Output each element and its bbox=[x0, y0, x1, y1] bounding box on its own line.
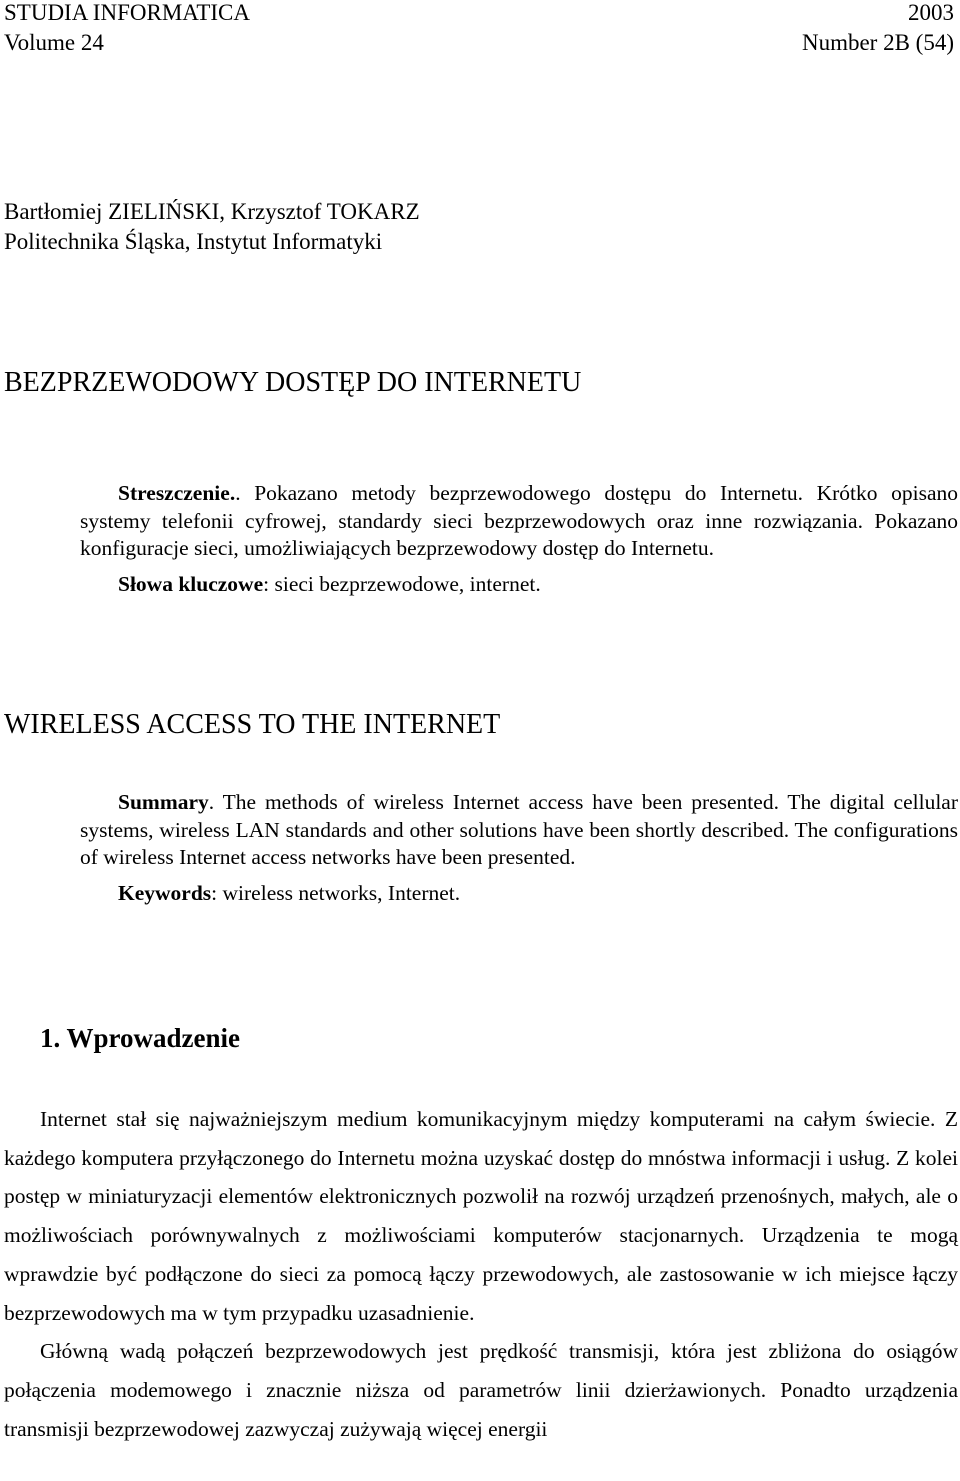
journal-name: STUDIA INFORMATICA bbox=[4, 0, 250, 25]
keywords-pl-values: : sieci bezprzewodowe, internet. bbox=[263, 571, 541, 596]
keywords-en bbox=[80, 880, 958, 908]
abstract-pl-text bbox=[80, 480, 958, 563]
body-paragraph: Główną wadą połączeń bezprzewodowych jest prędkość transmisji, która jest zbliżona do osiągów połączenia modemowego i znacznie niższa od parametrów linii dzierżawionych. Ponadto urządzenia transmisji bezprzewodowej zazwyczaj zużywają więcej energii bbox=[4, 1339, 958, 1441]
section-body bbox=[4, 1100, 958, 1448]
keywords-pl bbox=[80, 571, 958, 599]
journal-volume: Volume 24 bbox=[4, 30, 104, 55]
journal-year: 2003 bbox=[908, 0, 954, 25]
keywords-en-label: Keywords bbox=[118, 880, 212, 905]
keywords-en-values: : wireless networks, Internet. bbox=[211, 880, 461, 905]
abstract-en bbox=[80, 789, 958, 907]
abstract-en-body: . The methods of wireless Internet access have been presented. The digital cellular systems, wireless LAN standards and other solutions have been shortly described. The configurations of wireless Internet access networks have been presented. bbox=[80, 790, 958, 869]
paper-title-en: WIRELESS ACCESS TO THE INTERNET bbox=[4, 709, 501, 740]
paper-title-pl: BEZPRZEWODOWY DOSTĘP DO INTERNETU bbox=[4, 367, 582, 398]
journal-number: Number 2B (54) bbox=[801, 30, 954, 55]
author-affiliation: Politechnika Śląska, Instytut Informatyki bbox=[4, 229, 383, 254]
abstract-pl-label: Streszczenie. bbox=[118, 481, 236, 505]
author-names: Bartłomiej ZIELIŃSKI, Krzysztof TOKARZ bbox=[4, 199, 420, 224]
abstract-pl-body: . Pokazano metody bezprzewodowego dostępu do Internetu. Krótko opisano systemy telefonii cyfrowej, standardy sieci bezprzewodowych oraz inne rozwiązania. Pokazano konfiguracje sieci, umożliwiających bezprzewodowy dostęp do Internetu. bbox=[80, 481, 958, 560]
keywords-pl-label: Słowa kluczowe bbox=[118, 571, 264, 596]
section-heading: 1. Wprowadzenie bbox=[40, 1023, 241, 1053]
abstract-pl bbox=[80, 480, 958, 598]
abstract-en-label: Summary bbox=[118, 790, 209, 814]
body-paragraph: Internet stał się najważniejszym medium komunikacyjnym między komputerami na całym świecie. Z każdego komputera przyłączonego do Internetu można uzyskać dostęp do mnóstwa informacji i usług. Z kolei postęp w miniaturyzacji elementów elektronicznych pozwolił na rozwój urządzeń przenośnych, małych, ale o możliwościach porównywalnych z możliwościami komputerów stacjonarnych. Urządzenia te mogą wprawdzie być podłączone do sieci za pomocą łączy przewodowych, ale zastosowanie w ich miejsce łączy bezprzewodowych ma w tym przypadku uzasadnienie. bbox=[4, 1107, 958, 1325]
abstract-en-text bbox=[80, 789, 958, 872]
